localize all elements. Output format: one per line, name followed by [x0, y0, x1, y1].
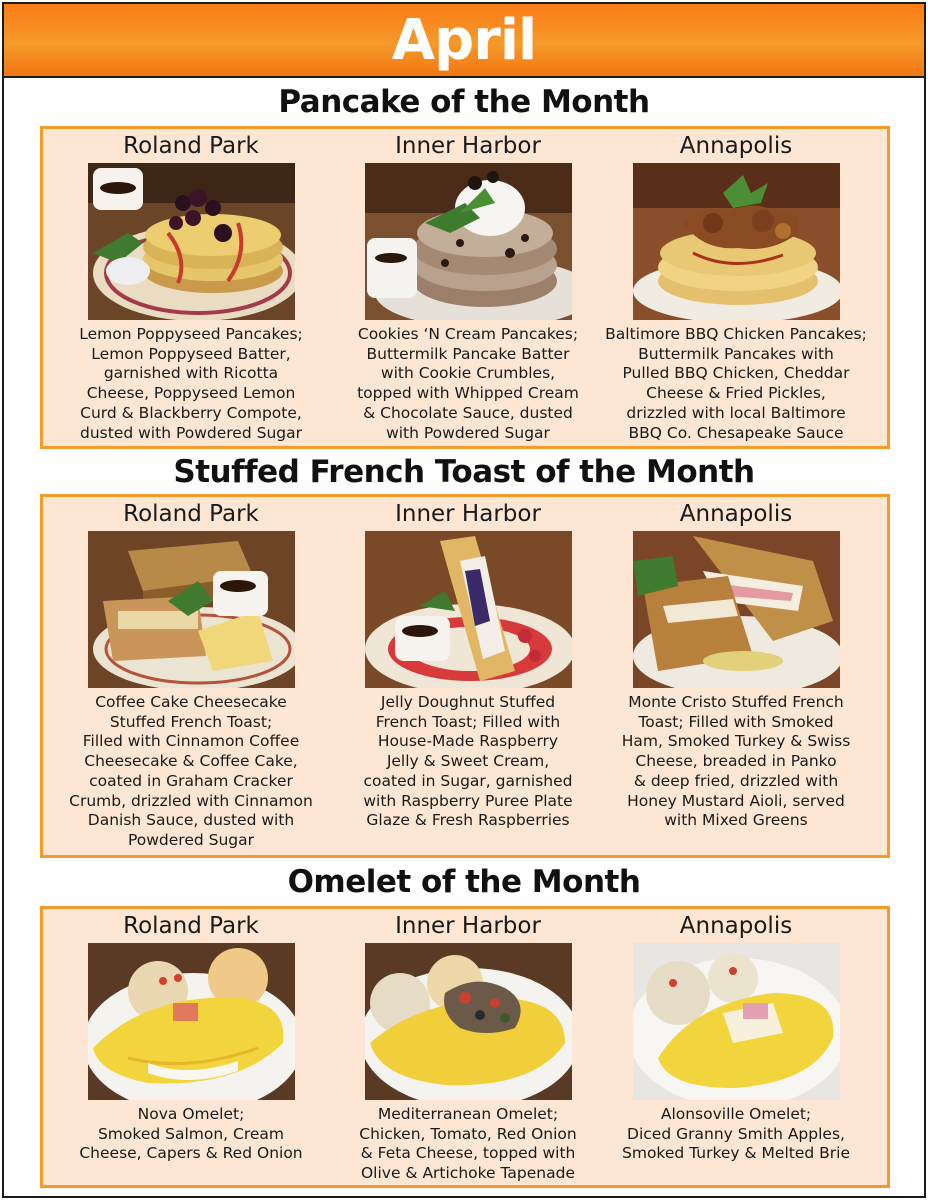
item-description: Nova Omelet; Smoked Salmon, Cream Cheese, Capers & Red Onion [79, 1105, 303, 1163]
section-title-pancake: Pancake of the Month [278, 84, 650, 120]
lemon-poppyseed-pancakes-photo [88, 163, 295, 320]
location-label: Inner Harbor [395, 133, 541, 159]
omelet-panel [40, 906, 890, 1188]
mediterranean-omelet-photo [365, 943, 572, 1100]
location-label: Annapolis [679, 133, 793, 159]
omelet-roland-park [51, 911, 331, 1164]
french-toast-panel [40, 494, 890, 858]
item-description: Mediterranean Omelet; Chicken, Tomato, Red Onion & Feta Cheese, topped with Olive & Artichoke Tapenade [359, 1105, 577, 1183]
location-label: Roland Park [123, 133, 259, 159]
jelly-doughnut-french-toast-photo [365, 531, 572, 688]
item-description: Coffee Cake Cheesecake Stuffed French Toast; Filled with Cinnamon Coffee Cheesecake & Coffee Cake, coated in Graham Cracker Crumb, drizzled with Cinnamon Danish Sauce, dusted with Powdered Sugar [69, 693, 313, 849]
item-description: Lemon Poppyseed Pancakes; Lemon Poppyseed Batter, garnished with Ricotta Cheese, Poppyseed Lemon Curd & Blackberry Compote, dusted with Powdered Sugar [79, 325, 303, 442]
month-title: April [391, 7, 537, 73]
item-description: Jelly Doughnut Stuffed French Toast; Filled with House-Made Raspberry Jelly & Sweet Cream, coated in Sugar, garnished with Raspberry Puree Plate Glaze & Fresh Raspberries [363, 693, 573, 830]
item-description: Baltimore BBQ Chicken Pancakes; Buttermilk Pancakes with Pulled BBQ Chicken, Cheddar Cheese & Fried Pickles, drizzled with local Baltimore BBQ Co. Chesapeake Sauce [605, 325, 867, 442]
location-label: Roland Park [123, 913, 259, 939]
omelet-inner-harbor [328, 911, 608, 1184]
omelet-annapolis [596, 911, 876, 1164]
month-banner [4, 4, 924, 78]
coffee-cake-french-toast-photo [88, 531, 295, 688]
french-toast-inner-harbor [328, 499, 608, 831]
item-description: Cookies ‘N Cream Pancakes; Buttermilk Pancake Batter with Cookie Crumbles, topped with Whipped Cream & Chocolate Sauce, dusted with Powdered Sugar [357, 325, 579, 442]
bbq-chicken-pancakes-photo [633, 163, 840, 320]
french-toast-roland-park [51, 499, 331, 851]
item-description: Monte Cristo Stuffed French Toast; Filled with Smoked Ham, Smoked Turkey & Swiss Cheese, breaded in Panko & deep fried, drizzled with Honey Mustard Aioli, served with Mixed Greens [621, 693, 851, 830]
monte-cristo-french-toast-photo [633, 531, 840, 688]
pancake-inner-harbor [328, 131, 608, 443]
pancake-roland-park [51, 131, 331, 443]
pancake-annapolis [596, 131, 876, 443]
alonsoville-omelet-photo [633, 943, 840, 1100]
nova-omelet-photo [88, 943, 295, 1100]
pancake-panel [40, 126, 890, 449]
section-title-omelet: Omelet of the Month [287, 864, 641, 900]
location-label: Inner Harbor [395, 501, 541, 527]
location-label: Annapolis [679, 913, 793, 939]
section-title-french-toast: Stuffed French Toast of the Month [173, 454, 755, 490]
location-label: Roland Park [123, 501, 259, 527]
item-description: Alonsoville Omelet; Diced Granny Smith Apples, Smoked Turkey & Melted Brie [622, 1105, 850, 1163]
location-label: Inner Harbor [395, 913, 541, 939]
cookies-n-cream-pancakes-photo [365, 163, 572, 320]
french-toast-annapolis [596, 499, 876, 831]
location-label: Annapolis [679, 501, 793, 527]
